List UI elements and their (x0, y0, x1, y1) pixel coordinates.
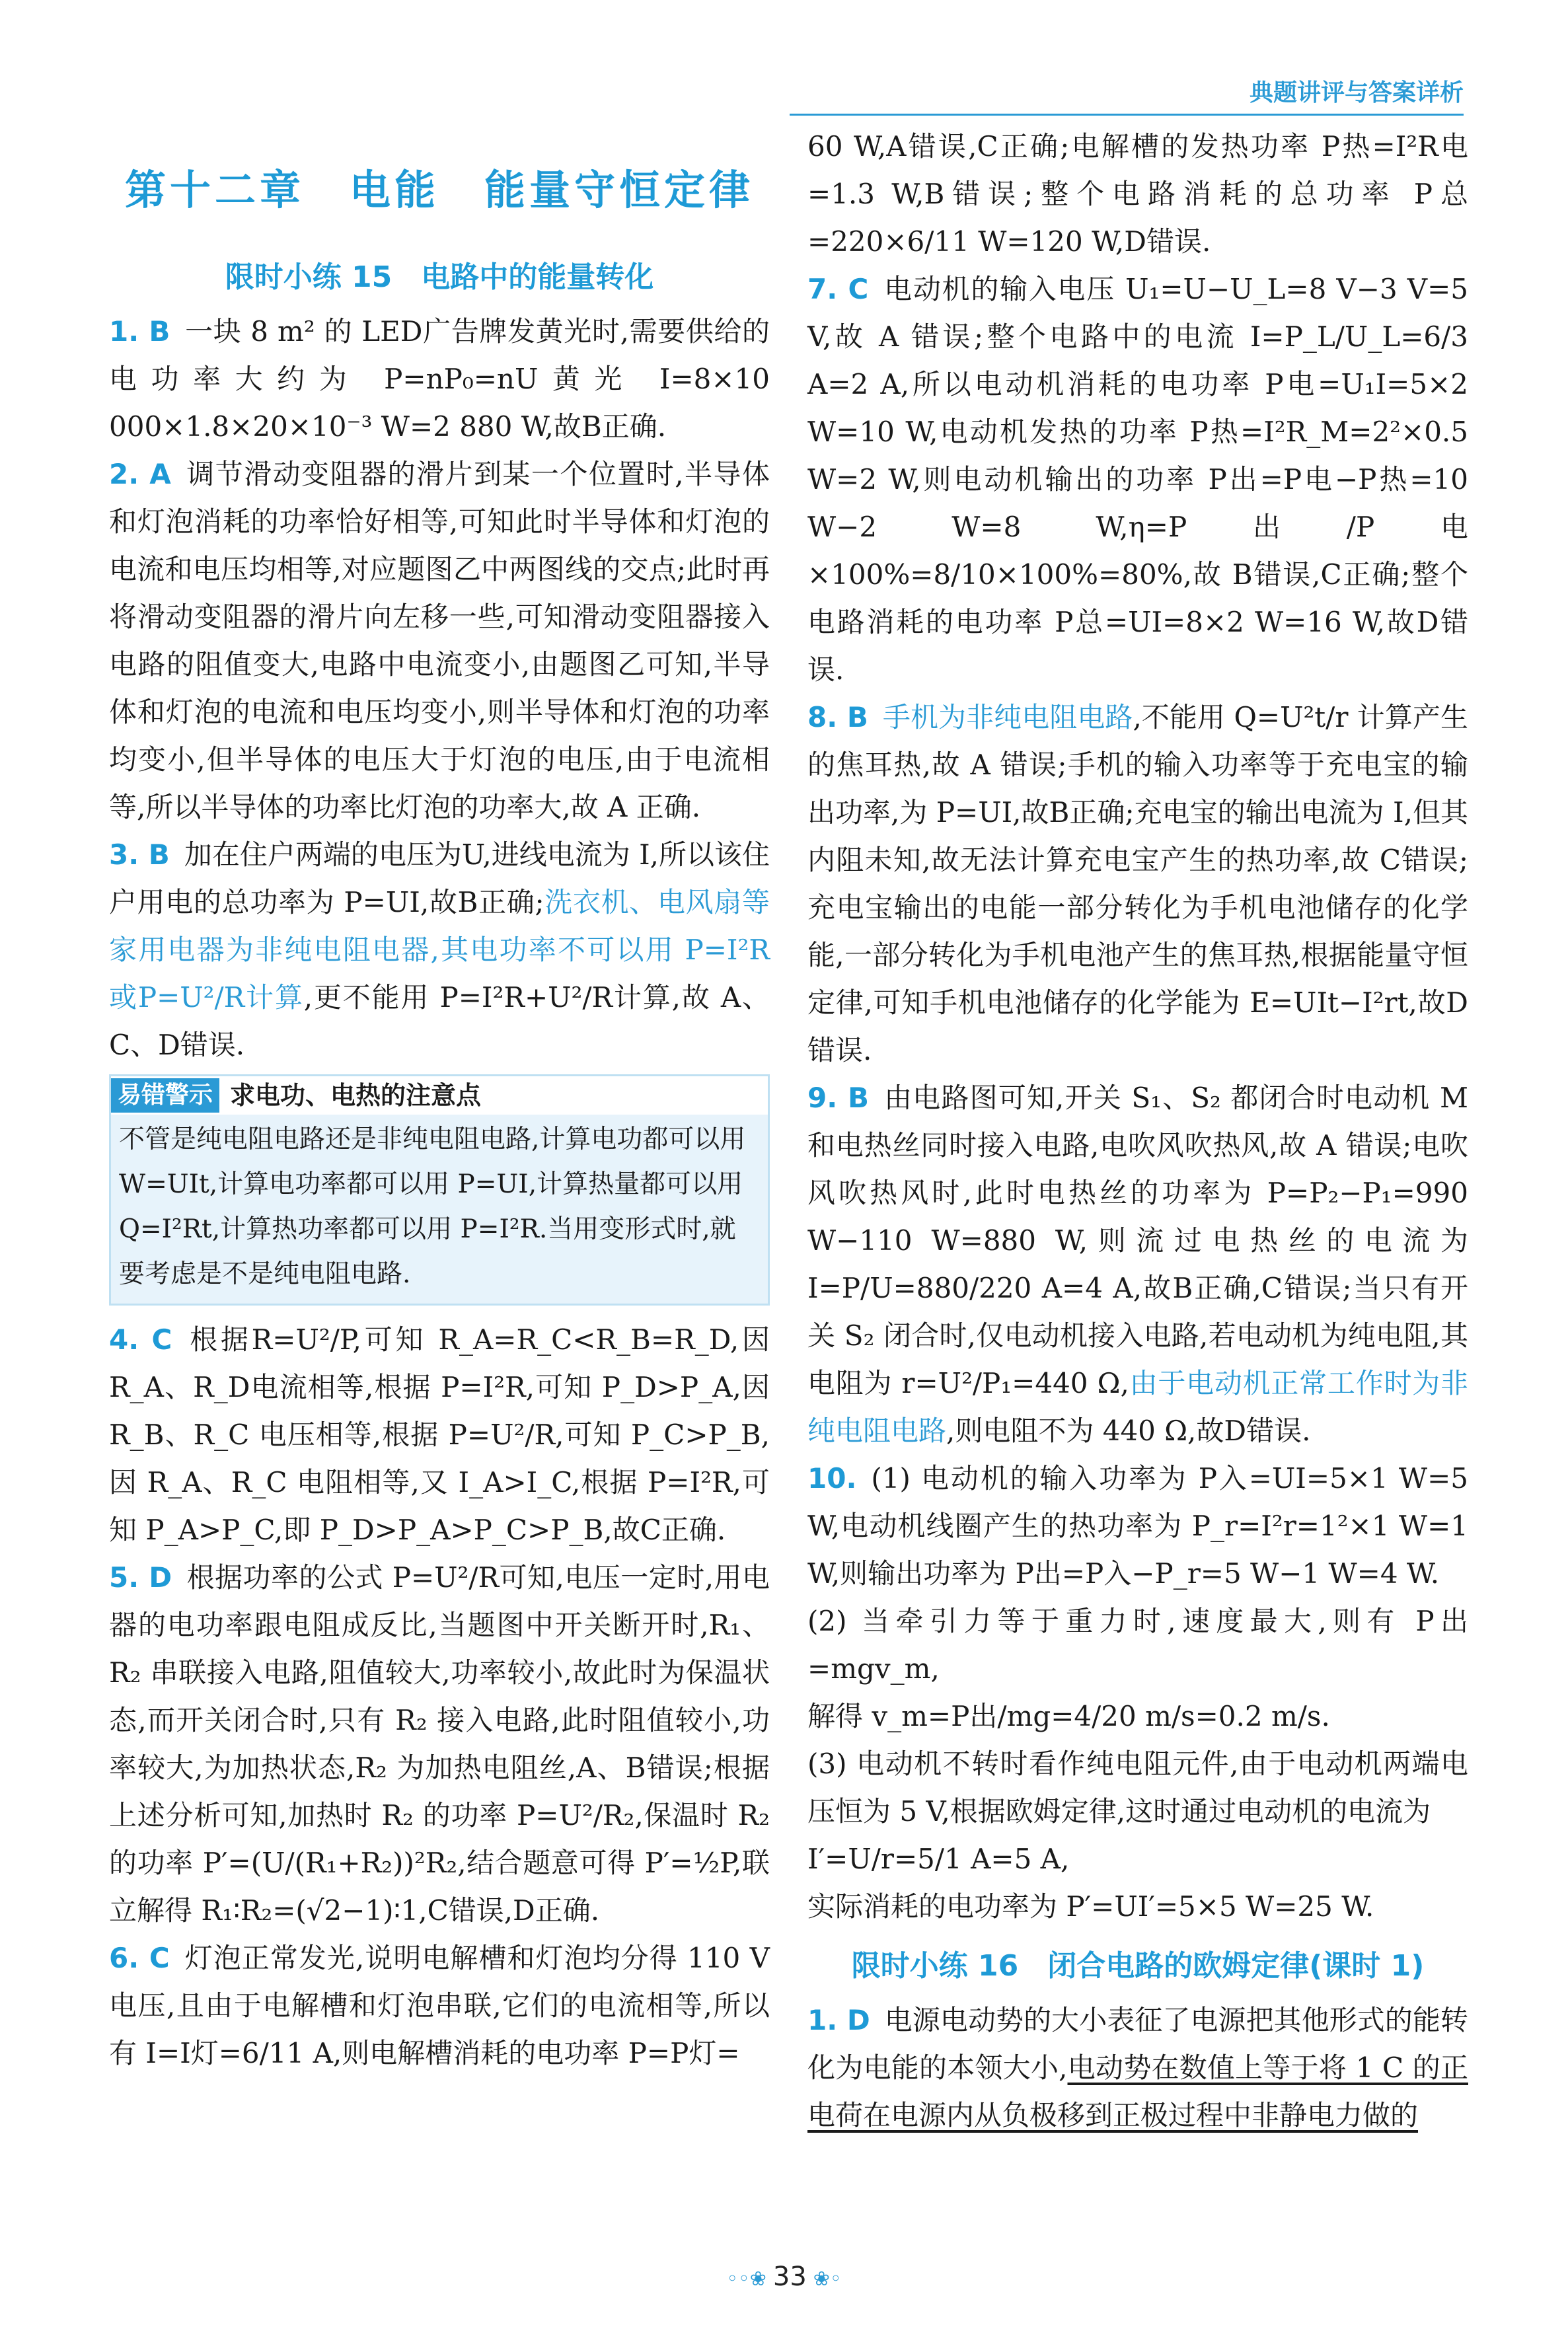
answer-3 (109, 831, 770, 1069)
left-column (109, 126, 770, 2077)
answer-text: 根据R=U²/P,可知 R_A=R_C<R_B=R_D,因R_A、R_D电流相等,根据 P=I²R,可知 P_D>P_A,因 R_B、R_C 电压相等,根据 P=U²/R,可知 P_C>P_B,因 R_A、R_C 电阻相等,又 I_A>I_C,根据 P=I²R,可知 P_A>P_C,即 P_D>P_A>P_C>P_B,故C正确. (109, 1323, 770, 1546)
header-tag: 典题讲评与答案详析 (1249, 79, 1464, 106)
answer-5 (109, 1554, 770, 1935)
answer-6-continued: 60 W,A错误,C正确;电解槽的发热功率 P热=I²R电=1.3 W,B错误;整个电路消耗的总功率 P总=220×6/11 W=120 W,D错误. (807, 130, 1468, 258)
right-column (807, 123, 1468, 2139)
warning-header (111, 1076, 768, 1115)
answer-4 (109, 1316, 770, 1554)
answer-text: ,不能用 Q=U²t/r 计算产生的焦耳热,故 A 错误;手机的输入功率等于充电宝的输出功率,为 P=UI,故B正确;充电宝的输出电流为 I,但其内阻未知,故无法计算充电宝产生的热功率,故 C错误;充电宝输出的电能一部分转化为手机电池储存的化学能,一部分转化为手机电池产生的焦耳热,根据能量守恒定律,可知手机电池储存的化学能为 E=UIt−I²rt,故D错误. (807, 701, 1468, 1066)
answer-text: 电源电动势的大小表征了电源把其他形式的能转化为电能的本领大小, (807, 2004, 1468, 2084)
answer-10-part1 (807, 1455, 1468, 1598)
answer-1 (109, 308, 770, 451)
header-divider (790, 114, 1464, 116)
answer-10-part5: I′=U/r=5/1 A=5 A, (807, 1843, 1070, 1875)
answer-text: 调节滑动变阻器的滑片到某一个位置时,半导体和灯泡消耗的功率恰好相等,可知此时半导体和灯泡的电流和电压均相等,对应题图乙中两图线的交点;此时再将滑动变阻器的滑片向左移一些,可知滑动变阻器接入电路的阻值变大,电路中电流变小,由题图乙可知,半导体和灯泡的电流和电压均变小,则半导体和灯泡的功率均变小,但半导体的电压大于灯泡的电压,由于电流相等,所以半导体的功率比灯泡的功率大,故 A 正确. (109, 458, 770, 823)
answer-number: 9. B (807, 1082, 869, 1114)
answer-8 (807, 694, 1468, 1074)
answer-9 (807, 1074, 1468, 1455)
answer-text: (1) 电动机的输入功率为 P入=UI=5×1 W=5 W,电动机线圈产生的热功率为 P_r=I²r=1²×1 W=1 W,则输出功率为 P出=P入−P_r=5 W−1 W=4 W. (807, 1462, 1468, 1590)
answer-number: 4. C (109, 1323, 172, 1356)
answer-text: 根据功率的公式 P=U²/R可知,电压一定时,用电器的电功率跟电阻成反比,当题图中开关断开时,R₁、R₂ 串联接入电路,阻值较大,功率较小,故此时为保温状态,而开关闭合时,只有 R₂ 接入电路,此时阻值较小,功率较大,为加热状态,R₂ 为加热电阻丝,A、B错误;根据上述分析可知,加热时 R₂ 的功率 P=U²/R₂,保温时 R₂的功率 P′=(U/(R₁+R₂))²R₂,结合题意可得 P′=½P,联立解得 R₁∶R₂=(√2−1)∶1,C错误,D正确. (109, 1561, 770, 1927)
answer-number: 8. B (807, 701, 868, 733)
left-ornament-icon: ◦◦❀ (726, 2268, 766, 2291)
warning-body: 不管是纯电阻电路还是非纯电阻电路,计算电功都可以用 W=UIt,计算电功率都可以用 P=UI,计算热量都可以用 Q=I²Rt,计算热功率都可以用 P=I²R.当用变形式时,就要考虑是不是纯电阻电路. (119, 1125, 746, 1289)
answer-6 (109, 1935, 770, 2077)
answer-number: 6. C (109, 1942, 170, 1974)
answer-text: ,更不能用 P=I²R+U²/R计算,故 A、C、D错误. (109, 981, 770, 1061)
answer-number: 5. D (109, 1561, 172, 1594)
answer-number: 1. B (109, 315, 170, 348)
s16-answer-1 (807, 1997, 1468, 2139)
chapter-title: 第十二章 电能 能量守恒定律 (124, 166, 754, 214)
answer-text: 一块 8 m² 的 LED广告牌发黄光时,需要供给的电功率大约为 P=nP₀=nU黄光 I=8×10 000×1.8×20×10⁻³ W=2 880 W,故B正确. (109, 315, 770, 443)
answer-number: 10. (807, 1462, 857, 1495)
section-title-16: 限时小练 16 闭合电路的欧姆定律(课时 1) (851, 1949, 1425, 1983)
answer-number: 7. C (807, 273, 869, 305)
answer-text: ,则电阻不为 440 Ω,故D错误. (946, 1415, 1311, 1447)
answer-text: 电动机的输入电压 U₁=U−U_L=8 V−3 V=5 V,故 A 错误;整个电路中的电流 I=P_L/U_L=6/3 A=2 A,所以电动机消耗的电功率 P电=U₁I=5×2 W=10 W,电动机发热的功率 P热=I²R_M=2²×0.5 W=2 W,则电动机输出的功率 P出=P电−P热=10 W−2 W=8 W,η=P出/P电×100%=8/10×100%=80%,故 B错误,C正确;整个电路消耗的电功率 P总=UI=8×2 W=16 W,故D错误. (807, 273, 1468, 686)
answer-number: 1. D (807, 2004, 870, 2036)
answer-highlight: 由于电动机正常工作时为非纯电阻电路 (807, 1367, 1468, 1447)
answer-text: 由电路图可知,开关 S₁、S₂ 都闭合时电动机 M 和电热丝同时接入电路,电吹风吹热风,故 A 错误;电吹风吹热风时,此时电热丝的功率为 P=P₂−P₁=990 W−110 W=880 W,则流过电热丝的电流为 I=P/U=880/220 A=4 A,故B正确,C错误;当只有开关 S₂ 闭合时,仅电动机接入电路,若电动机为纯电阻,其电阻为 r=U²/P₁=440 Ω, (807, 1082, 1468, 1399)
answer-number: 3. B (109, 838, 170, 871)
answer-2 (109, 451, 770, 831)
page-number: 33 (772, 2262, 807, 2292)
warning-title: 求电功、电热的注意点 (230, 1081, 482, 1110)
warning-label: 易错警示 (111, 1078, 219, 1113)
answer-10-part6: 实际消耗的电功率为 P′=UI′=5×5 W=25 W. (807, 1890, 1374, 1923)
answer-7 (807, 266, 1468, 694)
answer-10-part3: 解得 v_m=P出/mg=4/20 m/s=0.2 m/s. (807, 1700, 1330, 1732)
answer-underlined: 电动势在数值上等于将 1 C 的正电荷在电源内从负极移到正极过程中非静电力做的 (807, 2051, 1468, 2131)
answer-10-part2: (2) 当牵引力等于重力时,速度最大,则有 P出=mgv_m, (807, 1605, 1468, 1685)
right-ornament-icon: ❀◦ (813, 2268, 842, 2291)
answer-highlight: 手机为非纯电阻电路 (882, 701, 1133, 733)
section-title-15: 限时小练 15 电路中的能量转化 (225, 260, 654, 294)
answer-text: 加在住户两端的电压为U,进线电流为 I,所以该住户用电的总功率为 P=UI,故B正确; (109, 838, 770, 918)
warning-box (109, 1074, 770, 1306)
answer-highlight: 洗衣机、电风扇等家用电器为非纯电阻电器,其电功率不可以用 P=I²R 或P=U²/R计算 (109, 886, 770, 1014)
answer-number: 2. A (109, 458, 171, 490)
page-footer (0, 2262, 1568, 2292)
answer-text: 灯泡正常发光,说明电解槽和灯泡均分得 110 V电压,且由于电解槽和灯泡串联,它们的电流相等,所以有 I=I灯=6/11 A,则电解槽消耗的电功率 P=P灯= (109, 1942, 770, 2069)
answer-10-part4: (3) 电动机不转时看作纯电阻元件,由于电动机两端电压恒为 5 V,根据欧姆定律,这时通过电动机的电流为 (807, 1748, 1468, 1827)
